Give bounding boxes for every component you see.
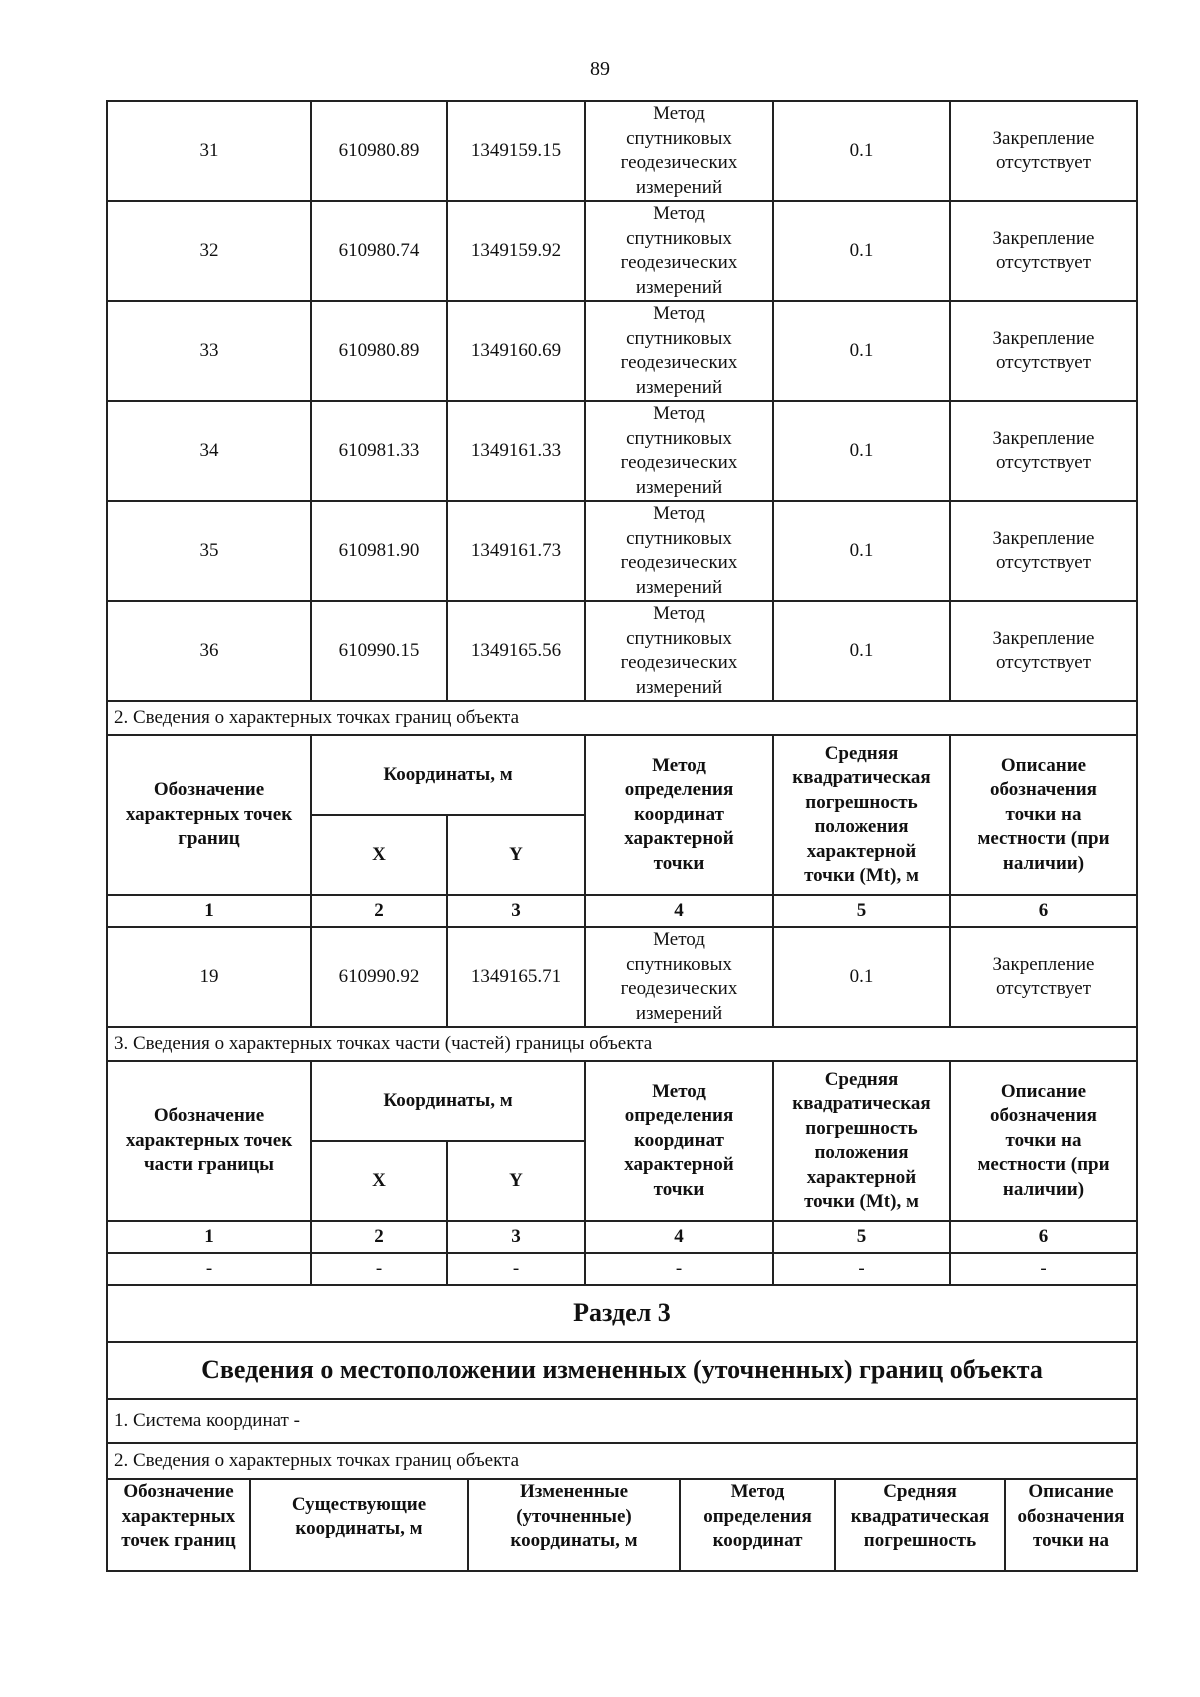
cell-line: Обозначение [123,1481,234,1502]
cell-line: измерений [635,1002,723,1024]
cell-line: спутниковых [626,327,732,349]
cell-line: точки [653,852,705,874]
header-designation [107,735,311,895]
point-number: 35 [107,501,311,601]
header-y: Y [447,1141,585,1221]
cell-line: Средняя [824,742,899,764]
cell-line: точки [653,1178,705,1200]
col-num: 3 [447,1221,585,1253]
point-x: 610980.74 [311,201,447,301]
document-body [106,100,1136,1572]
cell-line: (уточненные) [516,1505,632,1527]
cell-line: обозначения [990,1105,1097,1127]
cell-line: Описание [1028,1481,1114,1502]
cell-line: геодезических [620,978,738,999]
point-mt: 0.1 [773,927,950,1027]
point-method [585,401,773,501]
header-mt [835,1480,1005,1571]
section-3-title-row [107,1027,1137,1061]
part-3-title: Раздел 3 [107,1285,1137,1342]
cell-line: Метод [653,603,705,624]
part-3-subtitle-row [107,1342,1137,1399]
col-num: 4 [585,1221,773,1253]
section-2-title-row [107,701,1137,735]
point-fixing [950,501,1137,601]
header-method [680,1480,835,1571]
cell-line: измерений [635,576,723,598]
point-method [585,501,773,601]
header-designation [107,1480,250,1571]
cell-line: отсутствует [995,252,1092,273]
cell-line: местности (при [977,1154,1110,1176]
cell-line: спутниковых [626,127,732,149]
cell-line: характерных точек [125,803,293,825]
cell-line: координаты, м [295,1518,423,1539]
point-fixing [950,301,1137,401]
part-3-header-row [107,1480,1137,1571]
cell-line: Описание [1000,1080,1087,1102]
cell-line: Обозначение [153,1105,265,1127]
cell-line: Измененные [519,1481,629,1502]
cell-line: Закрепление [992,427,1095,449]
cell-line: характерной [624,828,734,850]
empty-cell: - [107,1253,311,1285]
cell-line: обозначения [1017,1505,1125,1527]
cell-line: координаты, м [510,1530,638,1551]
header-description [950,1061,1137,1221]
table-row [107,201,1137,301]
col-num: 4 [585,895,773,927]
header-method [585,1061,773,1221]
cell-line: точки на [1033,1530,1109,1551]
cell-line: геодезических [620,452,738,473]
point-number: 31 [107,101,311,201]
part-3-subtitle: Сведения о местоположении измененных (уточненных) границ объекта [107,1342,1137,1399]
cell-line: отсутствует [995,652,1092,673]
section-3-title: 3. Сведения о характерных точках части (частей) границы объекта [107,1027,1137,1061]
table-row [107,101,1137,201]
cell-line: характерной [806,1166,917,1188]
point-y: 1349161.73 [447,501,585,601]
point-number: 32 [107,201,311,301]
point-method [585,301,773,401]
col-num: 1 [107,895,311,927]
section-3-col-numbers [107,1221,1137,1253]
point-x: 610980.89 [311,301,447,401]
section-2-title: 2. Сведения о характерных точках границ объекта [107,701,1137,735]
header-method [585,735,773,895]
empty-cell: - [773,1253,950,1285]
cell-line: координат [634,1129,724,1151]
cell-line: отсутствует [995,552,1092,573]
cell-line: спутниковых [626,627,732,649]
page-number: 89 [590,58,610,80]
cell-line: положения [814,816,909,837]
cell-line: спутниковых [626,227,732,249]
cell-line: отсутствует [995,352,1092,373]
header-changed-coords [468,1480,680,1571]
point-number: 19 [107,927,311,1027]
point-y: 1349159.15 [447,101,585,201]
point-x: 610981.90 [311,501,447,601]
point-x: 610981.33 [311,401,447,501]
cell-line: точки (Mt), м [804,865,919,886]
section-2-col-numbers [107,895,1137,927]
cell-line: точек границ [121,1530,236,1551]
cell-line: измерений [635,676,723,698]
point-fixing [950,601,1137,701]
cell-line: спутниковых [626,427,732,449]
cell-line: местности (при [977,828,1110,850]
col-num: 6 [950,1221,1137,1253]
cell-line: Обозначение [153,779,265,801]
col-num: 5 [773,1221,950,1253]
section-3-empty-row [107,1253,1137,1285]
cell-line: Средняя [824,1068,899,1090]
cell-line: квадратическая [792,767,931,788]
cell-line: геодезических [620,352,738,373]
cell-line: геодезических [620,152,738,173]
col-num: 5 [773,895,950,927]
cell-line: Закрепление [992,227,1095,249]
cell-line: обозначения [990,779,1097,801]
cell-line: Закрепление [992,327,1095,349]
point-fixing [950,201,1137,301]
empty-cell: - [950,1253,1137,1285]
cell-line: измерений [635,476,723,498]
point-y: 1349161.33 [447,401,585,501]
point-y: 1349160.69 [447,301,585,401]
point-x: 610990.15 [311,601,447,701]
col-num: 2 [311,895,447,927]
cell-line: Описание [1000,754,1087,776]
point-number: 36 [107,601,311,701]
point-mt: 0.1 [773,401,950,501]
cell-line: Метод [652,1080,706,1102]
point-fixing [950,401,1137,501]
header-coordinates: Координаты, м [311,735,585,815]
header-mt [773,735,950,895]
section-2-header-row [107,735,1137,815]
cell-line: границ [178,828,240,850]
cell-line: Метод [653,103,705,124]
cell-line: определения [624,1105,734,1127]
cell-line: наличии) [1002,852,1085,874]
header-coordinates: Координаты, м [311,1061,585,1141]
cell-line: спутниковых [626,953,732,975]
point-fixing [950,101,1137,201]
part-3-points-title-row [107,1443,1137,1479]
section-3-header-row [107,1061,1137,1141]
col-num: 6 [950,895,1137,927]
cell-line: погрешность [805,791,918,813]
cell-line: части границы [143,1154,275,1176]
cell-line: Метод [653,203,705,224]
coord-system: 1. Система координат - [107,1399,1137,1443]
cell-line: определения [703,1505,812,1527]
cell-line: характерных [121,1505,236,1527]
coord-system-row [107,1399,1137,1443]
cell-line: характерных точек [125,1129,293,1151]
cell-line: спутниковых [626,527,732,549]
cell-line: квадратическая [792,1093,931,1114]
empty-cell: - [311,1253,447,1285]
cell-line: Метод [653,403,705,424]
cell-line: измерений [635,376,723,398]
cell-line: точки (Mt), м [804,1191,919,1212]
point-y: 1349165.71 [447,927,585,1027]
cell-line: наличии) [1002,1178,1085,1200]
col-num: 1 [107,1221,311,1253]
cell-line: геодезических [620,252,738,273]
cell-line: Закрепление [992,953,1095,975]
cell-line: характерной [806,840,917,862]
part-3-title-row [107,1285,1137,1342]
boundary-points-table [106,100,1138,1480]
header-existing-coords [250,1480,468,1571]
cell-line: Закрепление [992,627,1095,649]
header-designation [107,1061,311,1221]
cell-line: Закрепление [992,127,1095,149]
point-y: 1349159.92 [447,201,585,301]
cell-line: координат [712,1530,803,1551]
cell-line: погрешность [805,1117,918,1139]
cell-line: Существующие [291,1493,427,1515]
section-2-data-row [107,927,1137,1027]
empty-cell: - [447,1253,585,1285]
cell-line: характерной [624,1154,734,1176]
point-method [585,927,773,1027]
cell-line: координат [634,803,724,825]
table-row [107,601,1137,701]
cell-line: измерений [635,176,723,198]
header-x: X [311,815,447,895]
cell-line: измерений [635,276,723,298]
col-num: 3 [447,895,585,927]
cell-line: Метод [653,503,705,524]
cell-line: Средняя [883,1481,957,1502]
point-number: 33 [107,301,311,401]
cell-line: отсутствует [995,978,1092,999]
cell-line: отсутствует [995,152,1092,173]
cell-line: геодезических [620,552,738,573]
cell-line: точки на [1005,803,1082,825]
cell-line: Закрепление [992,527,1095,549]
cell-line: определения [624,779,734,801]
cell-line: положения [814,1142,909,1163]
cell-line: геодезических [620,652,738,673]
table-row [107,501,1137,601]
header-mt [773,1061,950,1221]
cell-line: квадратическая [850,1505,990,1527]
point-y: 1349165.56 [447,601,585,701]
point-mt: 0.1 [773,501,950,601]
cell-line: погрешность [863,1530,977,1551]
cell-line: точки на [1005,1129,1082,1151]
point-method [585,101,773,201]
point-method [585,601,773,701]
header-x: X [311,1141,447,1221]
cell-line: Метод [652,754,706,776]
point-x: 610980.89 [311,101,447,201]
part-3-points-title: 2. Сведения о характерных точках границ объекта [107,1443,1137,1479]
cell-line: Метод [653,929,705,950]
table-row [107,401,1137,501]
cell-line: Метод [653,303,705,324]
point-x: 610990.92 [311,927,447,1027]
empty-cell: - [585,1253,773,1285]
point-fixing [950,927,1137,1027]
point-mt: 0.1 [773,301,950,401]
header-y: Y [447,815,585,895]
header-description [950,735,1137,895]
header-description [1005,1480,1137,1571]
col-num: 2 [311,1221,447,1253]
changed-boundary-points-table [106,1480,1138,1572]
table-row [107,301,1137,401]
point-method [585,201,773,301]
point-mt: 0.1 [773,201,950,301]
point-mt: 0.1 [773,601,950,701]
top-rows [107,101,1137,701]
cell-line: Метод [730,1481,785,1502]
cell-line: отсутствует [995,452,1092,473]
point-number: 34 [107,401,311,501]
point-mt: 0.1 [773,101,950,201]
